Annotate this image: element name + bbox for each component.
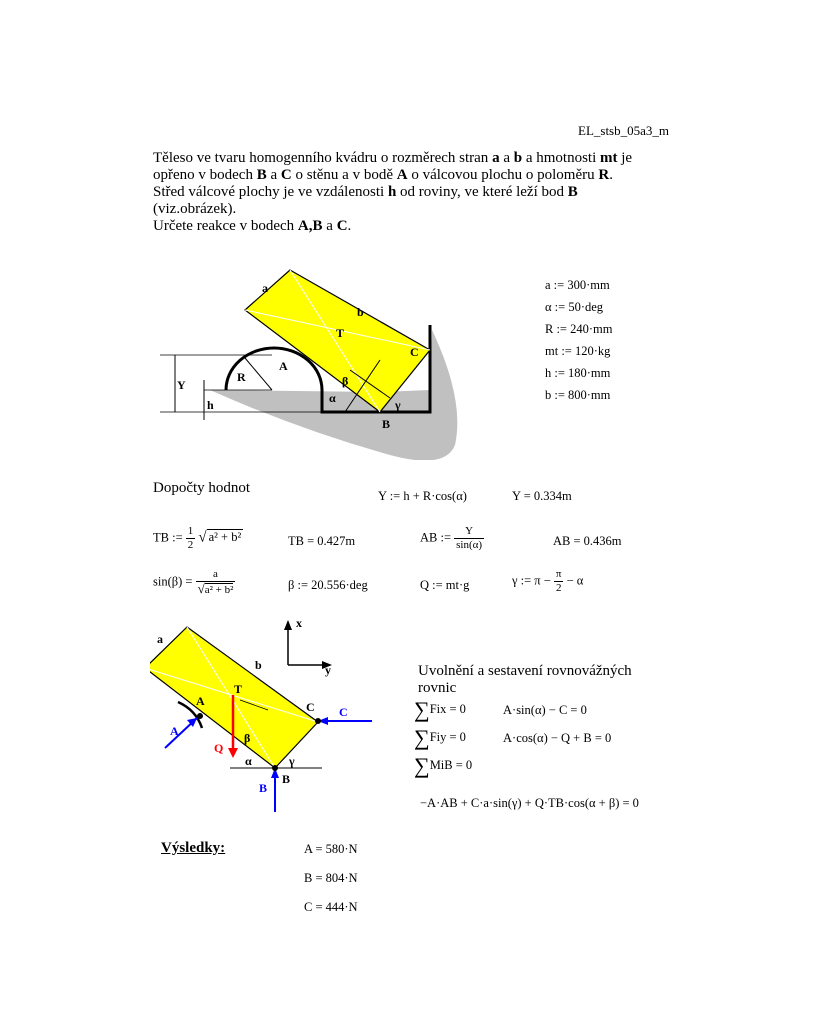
document-code: EL_stsb_05a3_m xyxy=(578,123,669,138)
equilibrium-title-line-2: rovnic xyxy=(418,680,457,696)
fbd-label-alpha: α xyxy=(245,754,252,768)
axis-x-label: x xyxy=(296,616,302,630)
result-B: B = 804·N xyxy=(304,871,358,885)
label-Y: Y xyxy=(177,378,186,392)
intro-line-4: (viz.obrázek). xyxy=(153,201,237,217)
calc-gamma-def: γ := π − $\frac{\pi}{2}$ − α xyxy=(512,568,584,594)
sum-fix: ∑Fix = 0 xyxy=(414,697,466,722)
intro-line-1: Těleso ve tvaru homogenního kvádru o rozměrech stran a a b a hmotnosti mt je xyxy=(153,150,633,166)
axis-x-arrow xyxy=(284,620,292,630)
fbd-label-C: C xyxy=(306,700,315,714)
point-C xyxy=(315,718,321,724)
results-heading: Výsledky: xyxy=(161,840,226,856)
calc-y-val: Y = 0.334m xyxy=(512,489,572,503)
sum-fiy: ∑Fiy = 0 xyxy=(414,725,466,750)
block-body xyxy=(245,270,430,412)
label-alpha: α xyxy=(329,391,336,405)
label-a: a xyxy=(262,281,268,295)
point-B xyxy=(272,765,278,771)
axis-y-label: y xyxy=(325,663,331,677)
sum-mib: ∑MiB = 0 xyxy=(414,753,473,778)
label-B: B xyxy=(382,417,391,431)
equation-3: −A·AB + C·a·sin(γ) + Q·TB·cos(α + β) = 0 xyxy=(420,796,639,810)
equilibrium-title xyxy=(418,663,632,697)
label-b: b xyxy=(357,305,364,319)
figure-setup xyxy=(150,260,470,460)
fbd-label-T: T xyxy=(234,682,243,696)
figure-free-body xyxy=(150,615,390,815)
problem-statement xyxy=(153,150,713,235)
label-T: T xyxy=(336,326,345,340)
calc-y-def: Y := h + R·cos(α) xyxy=(378,489,467,503)
force-Q-arrow xyxy=(228,748,238,758)
equilibrium-title-line-1: Uvolnění a sestavení rovnovážných xyxy=(418,663,632,679)
label-gamma: γ xyxy=(395,398,401,412)
fbd-label-B: B xyxy=(282,772,291,786)
fbd-label-beta: β xyxy=(244,731,251,745)
given-R: R := 240·mm xyxy=(545,322,613,336)
calc-sinb-def: sin(β) = $\frac{a}{\text{√a² + b²}}$ xyxy=(153,568,234,596)
label-A: A xyxy=(279,359,288,373)
point-A xyxy=(197,713,203,719)
given-mt: mt := 120·kg xyxy=(545,344,611,358)
calc-q-def: Q := mt·g xyxy=(420,578,470,592)
result-C: C = 444·N xyxy=(304,900,358,914)
given-values xyxy=(545,274,612,406)
fbd-label-b: b xyxy=(255,658,262,672)
given-a: a := 300·mm xyxy=(545,278,610,292)
fbd-label-gamma: γ xyxy=(289,754,295,768)
fbd-label-a: a xyxy=(157,632,163,646)
calc-tb-val: TB = 0.427m xyxy=(288,534,356,548)
fbd-label-force-A: A xyxy=(170,724,179,738)
intro-line-5: Určete reakce v bodech A,B a C. xyxy=(153,218,352,234)
given-b: b := 800·mm xyxy=(545,388,611,402)
label-beta: β xyxy=(342,374,349,388)
label-h: h xyxy=(207,398,214,412)
intro-line-3: Střed válcové plochy je ve vzdálenosti h od roviny, ve které leží bod B xyxy=(153,184,578,200)
calc-ab-def: AB := $\frac{Y}{\sin(\alpha)}$ xyxy=(420,525,483,551)
result-A: A = 580·N xyxy=(304,842,358,856)
label-C: C xyxy=(410,345,419,359)
calc-beta-val: β := 20.556·deg xyxy=(288,578,368,592)
given-alpha: α := 50·deg xyxy=(545,300,604,314)
fbd-label-Q: Q xyxy=(214,741,224,755)
fbd-label-force-C: C xyxy=(339,705,348,719)
equation-1: A·sin(α) − C = 0 xyxy=(503,703,587,717)
intro-line-2: opřeno v bodech B a C o stěnu a v bodě A o válcovou plochu o poloměru R. xyxy=(153,167,613,183)
given-h: h := 180·mm xyxy=(545,366,611,380)
calc-heading: Dopočty hodnot xyxy=(153,480,251,496)
fbd-label-A: A xyxy=(196,694,205,708)
calc-ab-val: AB = 0.436m xyxy=(553,534,622,548)
calc-tb-def: TB := $\frac{1}{2}$ √ a² + b² xyxy=(153,525,242,551)
equation-2: A·cos(α) − Q + B = 0 xyxy=(503,731,612,745)
label-R: R xyxy=(237,370,246,384)
fbd-label-force-B: B xyxy=(259,781,268,795)
